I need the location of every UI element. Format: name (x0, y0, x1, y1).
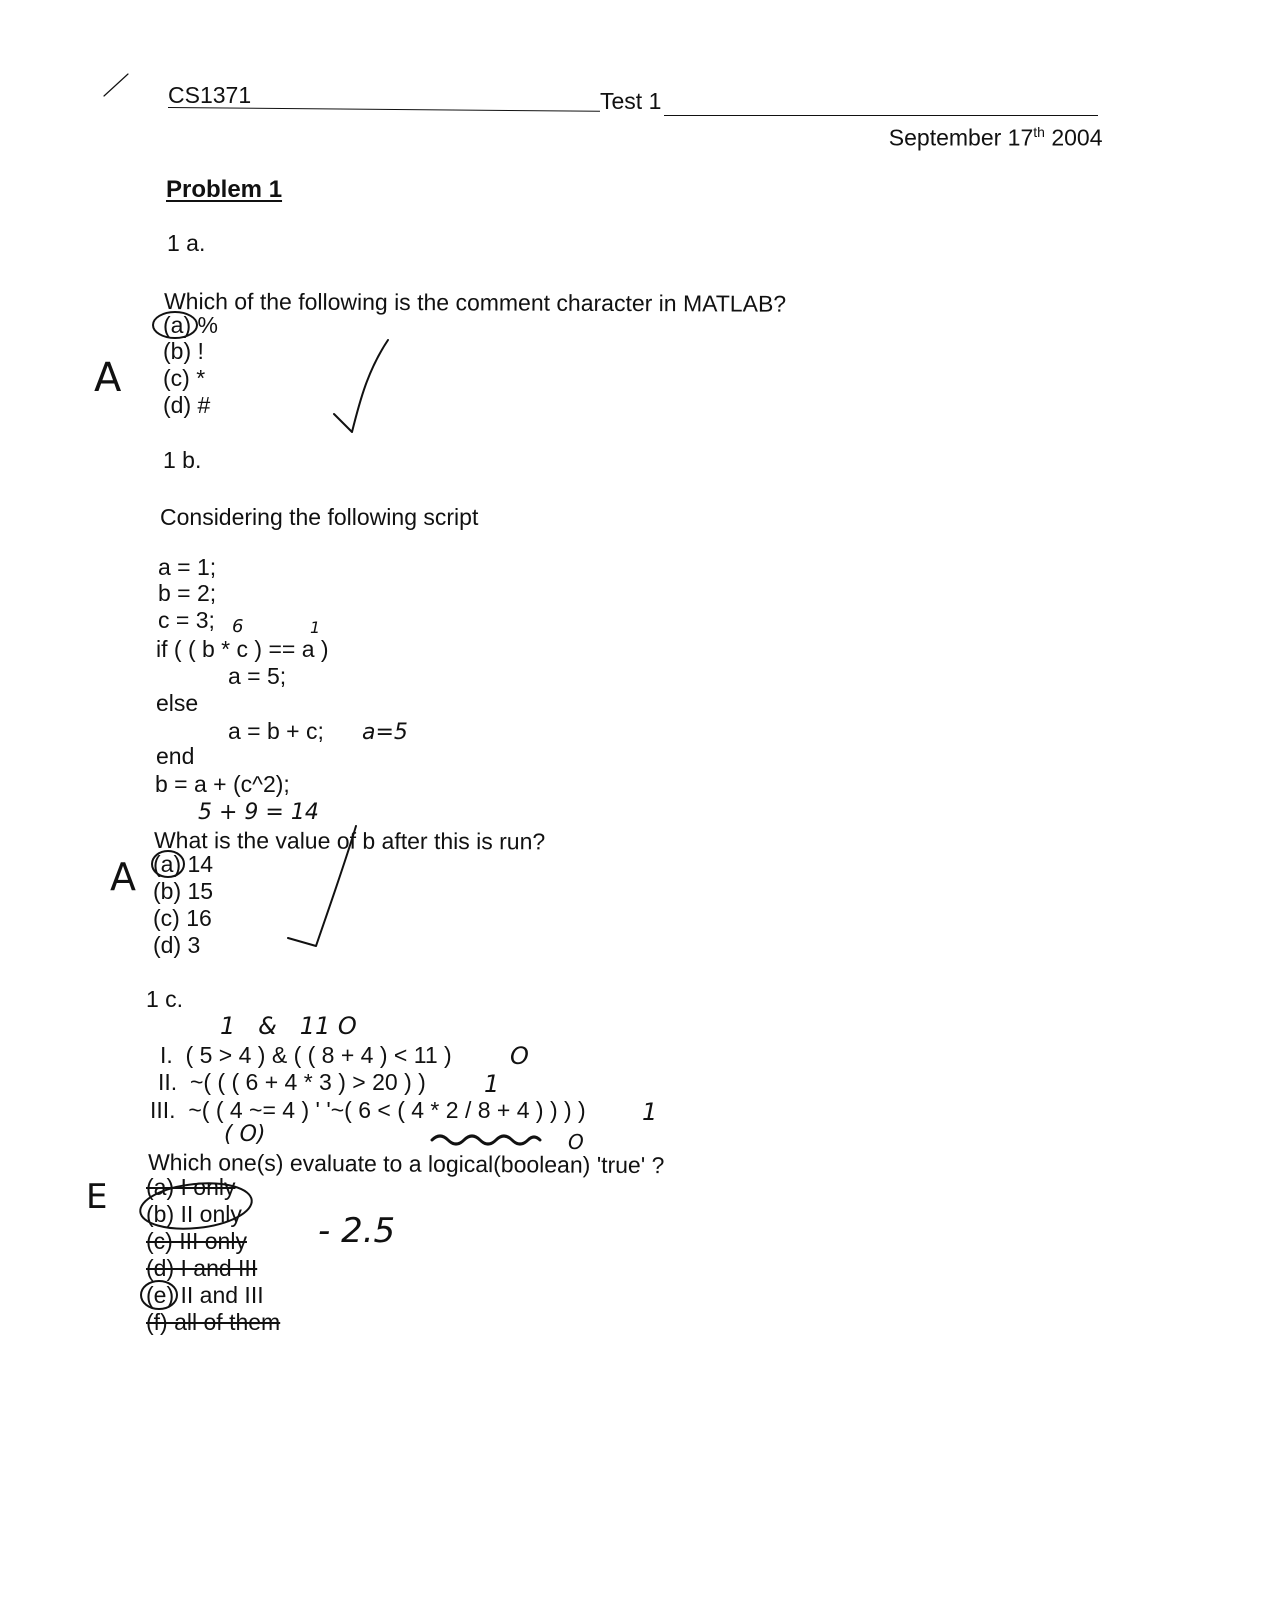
q1b-question: What is the value of b after this is run? (153, 827, 546, 855)
q1b-option-d: (d) 3 (153, 932, 201, 958)
q1a-checkmark-icon (334, 340, 388, 432)
problem-title: Problem 1 (166, 176, 283, 203)
q1b-note-bc: 6 (232, 616, 244, 637)
q1c-option-d: (d) I and III (146, 1255, 258, 1281)
q1b-option-c: (c) 16 (153, 905, 212, 931)
q1c-scribble-mark (432, 1136, 540, 1144)
q1a-question: Which of the following is the comment character in MATLAB? (163, 288, 787, 317)
q1b-note-sum: 5 + 9 = 14 (198, 800, 319, 825)
date-year: 2004 (1044, 124, 1103, 151)
header-rule-left (168, 107, 600, 112)
q1c-note-below-iii-b: O (568, 1130, 584, 1154)
course-code: CS1371 (168, 82, 252, 108)
q1a-option-b: (b) ! (163, 338, 204, 364)
q1c-deduction: - 2.5 (318, 1211, 396, 1251)
code-line: b = a + (c^2); (155, 771, 290, 797)
q1c-statement-iii: III. ~( ( 4 ~= 4 ) ' '~( 6 < ( 4 * 2 / 8 + 4 ) ) ) ) (150, 1097, 586, 1123)
q1a-option-a: (a) % (163, 312, 218, 338)
code-line: b = 2; (158, 580, 217, 606)
q1b-intro: Considering the following script (160, 504, 479, 530)
q1c-note-above-i: 1 & 11 O (220, 1012, 357, 1040)
test-name: Test 1 (600, 88, 662, 114)
q1b-note-a-eq: a=5 (362, 720, 408, 745)
code-line: a = 1; (158, 554, 217, 580)
q1a-grade: A (94, 355, 122, 401)
q1b-label: 1 b. (163, 447, 202, 473)
q1c-option-f: (f) all of them (146, 1309, 281, 1335)
code-line: c = 3; (158, 607, 215, 633)
code-line: else (156, 690, 199, 716)
q1c-result-iii: 1 (642, 1098, 658, 1126)
header-rule-right (664, 115, 1098, 116)
q1b-grade: A (110, 855, 136, 899)
q1b-note-a: 1 (310, 618, 321, 637)
q1c-note-below-iii-a: ( O) (224, 1122, 266, 1147)
date-prefix: September 17 (888, 124, 1034, 151)
q1c-option-c: (c) III only (146, 1228, 247, 1254)
code-line: if ( ( b * c ) == a ) (156, 636, 329, 662)
q1a-option-c: (c) * (163, 365, 206, 391)
code-line: end (156, 743, 195, 769)
q1a-label: 1 a. (167, 230, 206, 256)
q1c-statement-i: I. ( 5 > 4 ) & ( ( 8 + 4 ) < 11 ) (160, 1042, 452, 1068)
q1b-option-a: (a) 14 (153, 851, 214, 877)
q1c-statement-ii: II. ~( ( ( 6 + 4 * 3 ) > 20 ) ) (158, 1069, 426, 1095)
corner-tick-mark (104, 74, 128, 96)
code-line: a = 5; (228, 663, 287, 689)
test-date (876, 92, 1103, 152)
q1b-option-b: (b) 15 (153, 878, 214, 904)
q1c-option-a: (a) I only (146, 1174, 236, 1200)
q1c-result-ii: 1 (484, 1070, 500, 1098)
q1c-option-b: (b) II only (146, 1201, 242, 1227)
q1c-grade: E (86, 1177, 108, 1217)
q1c-option-e: (e) II and III (146, 1282, 264, 1308)
code-line: a = b + c; (228, 718, 324, 744)
q1c-label: 1 c. (146, 986, 184, 1012)
q1c-result-i: O (510, 1042, 529, 1070)
date-superscript: th (1033, 124, 1045, 140)
q1a-option-d: (d) # (163, 392, 211, 418)
q1c-question: Which one(s) evaluate to a logical(boolean) 'true' ? (147, 1149, 665, 1179)
